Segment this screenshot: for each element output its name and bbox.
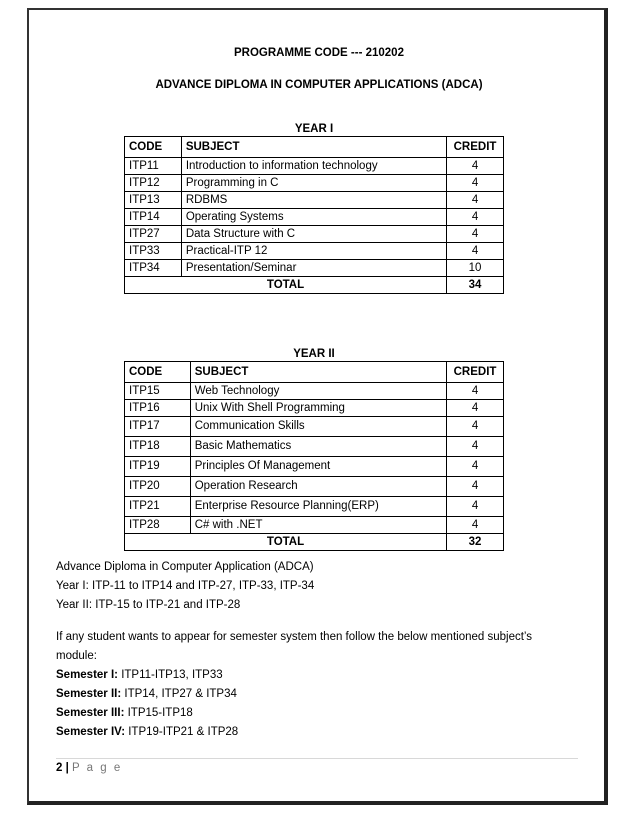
table-row — [125, 192, 504, 209]
table-row — [125, 400, 504, 417]
cell-credit: 4 — [447, 209, 504, 226]
page-number: 2 — [56, 762, 63, 774]
cell-subject: Operating Systems — [181, 209, 446, 226]
total-credit: 34 — [447, 277, 504, 294]
cell-credit: 4 — [447, 226, 504, 243]
cell-subject: Principles Of Management — [190, 457, 446, 477]
table-row — [125, 437, 504, 457]
cell-subject: Unix With Shell Programming — [190, 400, 446, 417]
cell-credit: 10 — [447, 260, 504, 277]
header-code: CODE — [125, 137, 182, 158]
cell-credit: 4 — [447, 192, 504, 209]
cell-subject: Programming in C — [181, 175, 446, 192]
table-row — [125, 417, 504, 437]
header-subject: SUBJECT — [190, 362, 446, 383]
cell-credit: 4 — [447, 517, 504, 534]
table-row — [125, 477, 504, 497]
cell-subject: Enterprise Resource Planning(ERP) — [190, 497, 446, 517]
table-row — [125, 175, 504, 192]
table-row — [125, 260, 504, 277]
semester-label: Semester I: — [56, 669, 119, 681]
year2-title: YEAR II — [293, 348, 335, 360]
cell-code: ITP27 — [125, 226, 182, 243]
summary-line: Year I: ITP-11 to ITP14 and ITP-27, ITP-33, ITP-34 — [56, 580, 315, 592]
page-label: P a g e — [72, 762, 123, 774]
summary-line: Advance Diploma in Computer Application (ADCA) — [56, 561, 314, 573]
cell-credit: 4 — [447, 437, 504, 457]
cell-code: ITP28 — [125, 517, 191, 534]
cell-subject: Basic Mathematics — [190, 437, 446, 457]
total-row — [125, 277, 504, 294]
total-row — [125, 534, 504, 551]
cell-code: ITP14 — [125, 209, 182, 226]
table-row — [125, 158, 504, 175]
year1-table — [124, 136, 504, 294]
cell-credit: 4 — [447, 457, 504, 477]
cell-code: ITP19 — [125, 457, 191, 477]
cell-code: ITP21 — [125, 497, 191, 517]
summary-line: Year II: ITP-15 to ITP-21 and ITP-28 — [56, 599, 241, 611]
cell-code: ITP13 — [125, 192, 182, 209]
cell-subject: Web Technology — [190, 383, 446, 400]
header-credit: CREDIT — [447, 137, 504, 158]
table-row — [125, 497, 504, 517]
cell-code: ITP12 — [125, 175, 182, 192]
cell-credit: 4 — [447, 400, 504, 417]
semester-line — [56, 723, 238, 742]
cell-subject: Presentation/Seminar — [181, 260, 446, 277]
cell-code: ITP18 — [125, 437, 191, 457]
programme-code: PROGRAMME CODE --- 210202 — [234, 47, 404, 59]
semester-line — [56, 704, 238, 723]
cell-code: ITP11 — [125, 158, 182, 175]
cell-credit: 4 — [447, 497, 504, 517]
header-credit: CREDIT — [447, 362, 504, 383]
cell-subject: Operation Research — [190, 477, 446, 497]
cell-code: ITP33 — [125, 243, 182, 260]
semester-value: ITP14, ITP27 & ITP34 — [121, 688, 237, 700]
cell-credit: 4 — [447, 243, 504, 260]
header-code: CODE — [125, 362, 191, 383]
footer-divider — [56, 758, 578, 759]
table-row — [125, 383, 504, 400]
semester-value: ITP19-ITP21 & ITP28 — [125, 726, 239, 738]
header-subject: SUBJECT — [181, 137, 446, 158]
footer-separator: | — [62, 762, 73, 774]
cell-subject: Introduction to information technology — [181, 158, 446, 175]
semester-label: Semester IV: — [56, 726, 126, 738]
table-row — [125, 209, 504, 226]
cell-credit: 4 — [447, 383, 504, 400]
table-row — [125, 226, 504, 243]
table-row — [125, 457, 504, 477]
page-footer — [56, 762, 122, 774]
table-header-row — [125, 362, 504, 383]
cell-subject: Communication Skills — [190, 417, 446, 437]
table-row — [125, 517, 504, 534]
cell-subject: Practical-ITP 12 — [181, 243, 446, 260]
programme-name: ADVANCE DIPLOMA IN COMPUTER APPLICATIONS (ADCA) — [155, 79, 483, 91]
cell-code: ITP20 — [125, 477, 191, 497]
total-label: TOTAL — [125, 277, 447, 294]
semester-label: Semester III: — [56, 707, 125, 719]
cell-subject: RDBMS — [181, 192, 446, 209]
year2-table — [124, 361, 504, 551]
semester-value: ITP15-ITP18 — [124, 707, 193, 719]
semester-line — [56, 685, 238, 704]
cell-code: ITP16 — [125, 400, 191, 417]
cell-credit: 4 — [447, 477, 504, 497]
cell-code: ITP17 — [125, 417, 191, 437]
semester-value: ITP11-ITP13, ITP33 — [118, 669, 223, 681]
year1-title: YEAR I — [294, 123, 334, 135]
table-row — [125, 243, 504, 260]
cell-subject: C# with .NET — [190, 517, 446, 534]
cell-credit: 4 — [447, 175, 504, 192]
cell-credit: 4 — [447, 417, 504, 437]
total-label: TOTAL — [125, 534, 447, 551]
summary-block — [56, 558, 314, 615]
cell-code: ITP15 — [125, 383, 191, 400]
semester-list — [56, 666, 238, 742]
semester-label: Semester II: — [56, 688, 122, 700]
semester-line — [56, 666, 238, 685]
semester-note: If any student wants to appear for semester system then follow the below mentioned subject’s module: — [56, 631, 533, 662]
table-header-row — [125, 137, 504, 158]
cell-credit: 4 — [447, 158, 504, 175]
total-credit: 32 — [447, 534, 504, 551]
cell-subject: Data Structure with C — [181, 226, 446, 243]
cell-code: ITP34 — [125, 260, 182, 277]
